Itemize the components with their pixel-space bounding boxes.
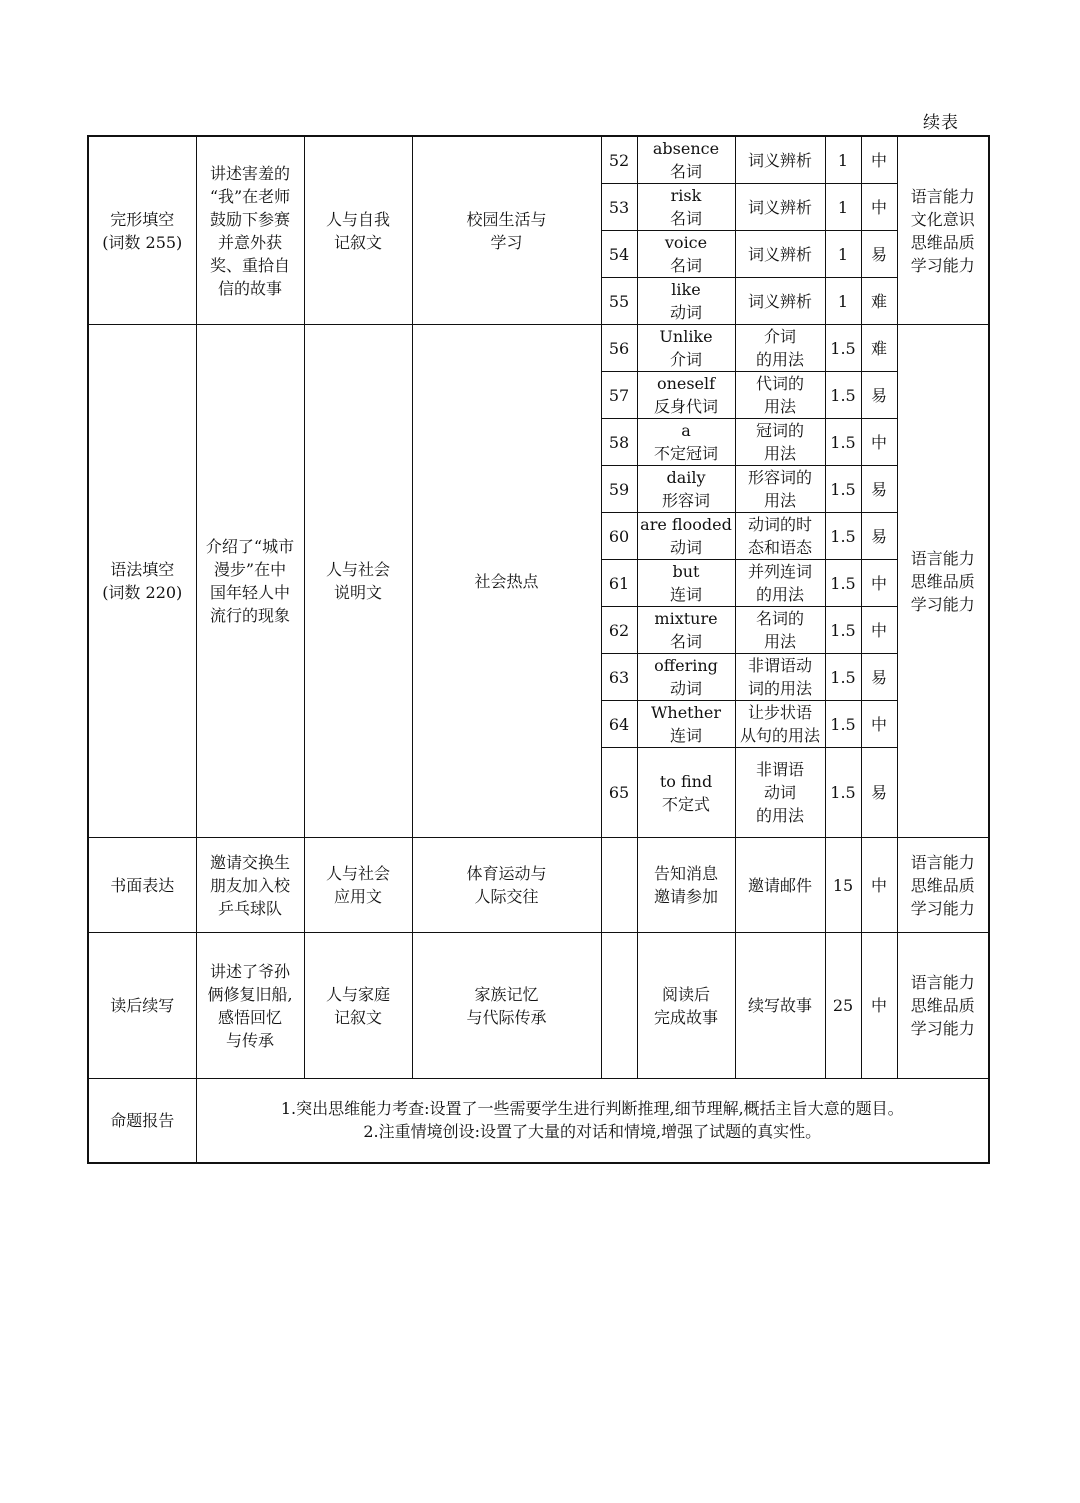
knowledge-point-line: 动词 (763, 783, 796, 802)
ability-line: 思维品质 (910, 996, 975, 1015)
answer-cell (637, 607, 735, 654)
answer-line: daily (666, 468, 706, 487)
score-cell: 1 (825, 278, 861, 325)
answer-line: absence (652, 139, 720, 158)
question-number: 63 (601, 654, 637, 701)
content-summary-line: 感悟回忆 (217, 1007, 282, 1027)
knowledge-point-cell (735, 231, 825, 278)
question-number: 57 (601, 372, 637, 419)
difficulty-cell: 易 (861, 748, 897, 838)
knowledge-point-line: 的用法 (755, 585, 804, 604)
topic-line: 家族记忆 (474, 984, 539, 1004)
content-summary-line: 乒乓球队 (217, 898, 282, 918)
topic-line: 学习 (490, 232, 523, 252)
ability-line: 学习能力 (910, 255, 975, 275)
score-cell: 1.5 (825, 372, 861, 419)
question-number: 65 (601, 748, 637, 838)
knowledge-point-line: 词的用法 (747, 679, 812, 698)
question-number: 53 (601, 184, 637, 231)
knowledge-point-line: 续写故事 (747, 996, 812, 1015)
answer-line: mixture (654, 609, 718, 628)
knowledge-point-cell (735, 654, 825, 701)
score-cell: 1 (825, 136, 861, 184)
topic-cell (412, 933, 601, 1079)
theme-genre-line: 记叙文 (333, 1007, 382, 1027)
difficulty-cell: 易 (861, 372, 897, 419)
answer-cell (637, 513, 735, 560)
answer-line: risk (670, 186, 702, 205)
difficulty-cell: 易 (861, 513, 897, 560)
answer-cell (637, 231, 735, 278)
answer-line: 不定式 (661, 794, 710, 814)
task-cell (637, 838, 735, 933)
ability-line: 学习能力 (910, 594, 975, 614)
score-cell: 15 (825, 838, 861, 933)
score-cell: 1 (825, 184, 861, 231)
answer-line: 连词 (669, 585, 702, 604)
answer-line: 名词 (669, 256, 702, 275)
knowledge-point-cell (735, 419, 825, 466)
ability-cell (897, 933, 989, 1079)
theme-genre-cell (304, 933, 412, 1079)
knowledge-point-line: 从句的用法 (739, 726, 820, 745)
theme-genre-line: 人与社会 (325, 864, 390, 883)
answer-cell (637, 701, 735, 748)
question-type-cell (88, 325, 196, 838)
knowledge-point-line: 词义辨析 (747, 150, 812, 170)
difficulty-cell: 易 (861, 654, 897, 701)
answer-line: but (672, 562, 700, 581)
task-line: 邀请参加 (653, 887, 718, 906)
difficulty-cell: 中 (861, 419, 897, 466)
knowledge-point-line: 词义辨析 (747, 244, 812, 264)
table-row (88, 838, 989, 933)
ability-line: 学习能力 (910, 898, 975, 918)
report-row (88, 1079, 989, 1163)
knowledge-point-line: 用法 (763, 491, 796, 510)
content-summary-line: 鼓励下参赛 (209, 209, 290, 229)
answer-line: like (671, 280, 701, 299)
theme-genre-cell (304, 136, 412, 325)
answer-line: 动词 (669, 679, 702, 698)
knowledge-point-line: 词义辨析 (747, 291, 812, 311)
knowledge-point-line: 的用法 (755, 350, 804, 369)
ability-line: 语言能力 (910, 973, 975, 992)
difficulty-cell: 易 (861, 466, 897, 513)
difficulty-cell: 中 (861, 838, 897, 933)
theme-genre-line: 记叙文 (333, 232, 382, 252)
score-cell: 1 (825, 231, 861, 278)
content-summary-line: 讲述了爷孙 (209, 961, 290, 981)
question-type-line: 读后续写 (110, 996, 175, 1015)
ability-cell (897, 325, 989, 838)
question-number: 55 (601, 278, 637, 325)
knowledge-point-line: 非谓语动 (747, 656, 812, 675)
answer-cell (637, 419, 735, 466)
content-summary-line: 讲述害羞的 (209, 163, 290, 183)
question-number: 59 (601, 466, 637, 513)
score-cell: 25 (825, 933, 861, 1079)
theme-genre-line: 人与社会 (325, 560, 390, 579)
theme-genre-line: 人与自我 (325, 209, 390, 229)
question-type-cell (88, 136, 196, 325)
theme-genre-line: 人与家庭 (325, 984, 390, 1004)
knowledge-point-cell (735, 701, 825, 748)
ability-line: 文化意识 (910, 209, 975, 229)
answer-line: oneself (656, 374, 716, 393)
question-type-cell (88, 933, 196, 1079)
answer-cell (637, 325, 735, 372)
answer-line: 连词 (669, 726, 702, 745)
content-summary-line: 流行的现象 (209, 606, 290, 625)
topic-line: 社会热点 (474, 571, 539, 591)
exam-analysis-table (87, 135, 990, 1164)
knowledge-point-cell (735, 560, 825, 607)
question-number (601, 838, 637, 933)
question-number: 58 (601, 419, 637, 466)
difficulty-cell: 难 (861, 325, 897, 372)
knowledge-point-line: 用法 (763, 444, 796, 463)
knowledge-point-cell (735, 372, 825, 419)
answer-cell (637, 560, 735, 607)
score-cell: 1.5 (825, 419, 861, 466)
answer-line: Whether (650, 703, 722, 722)
score-cell: 1.5 (825, 466, 861, 513)
ability-line: 语言能力 (910, 852, 975, 872)
theme-genre-line: 说明文 (333, 583, 382, 602)
theme-genre-line: 应用文 (333, 887, 382, 906)
question-number: 54 (601, 231, 637, 278)
knowledge-point-line: 动词的时 (747, 515, 812, 534)
knowledge-point-line: 让步状语 (747, 703, 812, 722)
question-number: 60 (601, 513, 637, 560)
answer-cell (637, 372, 735, 419)
knowledge-point-line: 用法 (763, 397, 796, 416)
question-type-line: (词数 220) (102, 583, 183, 602)
difficulty-cell: 中 (861, 701, 897, 748)
question-number: 61 (601, 560, 637, 607)
answer-cell (637, 748, 735, 838)
content-summary-cell (196, 933, 304, 1079)
topic-line: 体育运动与 (466, 864, 547, 883)
ability-line: 语言能力 (910, 548, 975, 568)
knowledge-point-cell (735, 466, 825, 513)
knowledge-point-cell (735, 325, 825, 372)
theme-genre-cell (304, 325, 412, 838)
knowledge-point-cell (735, 278, 825, 325)
answer-cell (637, 278, 735, 325)
content-summary-line: 俩修复旧船, (207, 984, 293, 1004)
knowledge-point-line: 介词 (763, 327, 796, 346)
answer-cell (637, 136, 735, 184)
topic-cell (412, 838, 601, 933)
difficulty-cell: 中 (861, 184, 897, 231)
content-summary-line: 与传承 (225, 1030, 274, 1050)
question-number: 64 (601, 701, 637, 748)
topic-line: 校园生活与 (466, 209, 547, 229)
topic-cell (412, 136, 601, 325)
knowledge-point-cell (735, 136, 825, 184)
answer-line: 动词 (669, 538, 702, 557)
question-number (601, 933, 637, 1079)
knowledge-point-cell (735, 607, 825, 654)
topic-cell (412, 325, 601, 838)
answer-line: 不定冠词 (653, 444, 718, 463)
report-content (196, 1079, 989, 1163)
knowledge-point-cell (735, 184, 825, 231)
topic-line: 人际交往 (474, 887, 539, 906)
knowledge-point-line: 用法 (763, 632, 796, 651)
table-row (88, 325, 989, 372)
difficulty-cell: 易 (861, 231, 897, 278)
score-cell: 1.5 (825, 513, 861, 560)
answer-line: 反身代词 (653, 397, 718, 416)
score-cell: 1.5 (825, 325, 861, 372)
knowledge-point-line: 的用法 (755, 806, 804, 825)
score-cell: 1.5 (825, 607, 861, 654)
answer-cell (637, 184, 735, 231)
answer-cell (637, 466, 735, 513)
answer-line: voice (664, 233, 708, 252)
content-summary-line: “我”在老师 (209, 186, 291, 206)
difficulty-cell: 中 (861, 607, 897, 654)
continued-label: 续表 (923, 113, 959, 133)
report-text-line: 1.突出思维能力考查:设置了一些需要学生进行判断推理,细节理解,概括主旨大意的题目。 (280, 1099, 904, 1119)
question-type-line: (词数 255) (102, 232, 183, 252)
report-label: 命题报告 (88, 1079, 196, 1163)
topic-line: 与代际传承 (466, 1007, 547, 1027)
answer-line: offering (654, 656, 718, 675)
content-summary-line: 并意外获 (217, 232, 282, 252)
answer-line: 动词 (669, 303, 702, 322)
task-line: 告知消息 (653, 864, 718, 883)
knowledge-point-line: 词义辨析 (747, 197, 812, 217)
knowledge-point-line: 代词的 (755, 374, 804, 393)
knowledge-point-cell (735, 513, 825, 560)
knowledge-point-cell (735, 748, 825, 838)
content-summary-line: 漫步”在中 (213, 560, 287, 579)
score-cell: 1.5 (825, 560, 861, 607)
answer-line: are flooded (640, 515, 732, 534)
answer-line: 形容词 (661, 491, 710, 510)
question-number: 62 (601, 607, 637, 654)
ability-cell (897, 136, 989, 325)
question-number: 52 (601, 136, 637, 184)
answer-cell (637, 654, 735, 701)
content-summary-line: 奖、重拾自 (209, 255, 290, 275)
ability-line: 思维品质 (910, 571, 975, 591)
difficulty-cell: 中 (861, 136, 897, 184)
ability-line: 思维品质 (910, 875, 975, 895)
report-text-line: 2.注重情境创设:设置了大量的对话和情境,增强了试题的真实性。 (363, 1122, 822, 1142)
theme-genre-cell (304, 838, 412, 933)
ability-cell (897, 838, 989, 933)
table-row (88, 933, 989, 1079)
content-summary-cell (196, 136, 304, 325)
content-summary-line: 信的故事 (217, 278, 282, 298)
knowledge-point-cell (735, 933, 825, 1079)
knowledge-point-line: 形容词的 (747, 468, 812, 487)
task-cell (637, 933, 735, 1079)
knowledge-point-line: 非谓语 (755, 760, 804, 779)
answer-line: 名词 (669, 632, 702, 651)
knowledge-point-line: 冠词的 (755, 421, 804, 440)
score-cell: 1.5 (825, 748, 861, 838)
table-row (88, 136, 989, 184)
content-summary-line: 朋友加入校 (209, 875, 290, 895)
knowledge-point-cell (735, 838, 825, 933)
content-summary-cell (196, 838, 304, 933)
difficulty-cell: 难 (861, 278, 897, 325)
knowledge-point-line: 态和语态 (747, 538, 812, 557)
ability-line: 语言能力 (910, 186, 975, 206)
question-type-line: 完形填空 (110, 209, 175, 229)
task-line: 完成故事 (653, 1007, 718, 1027)
score-cell: 1.5 (825, 654, 861, 701)
question-type-cell (88, 838, 196, 933)
content-summary-line: 介绍了“城市 (205, 537, 295, 556)
answer-line: Unlike (659, 327, 713, 346)
answer-line: 名词 (669, 162, 702, 181)
task-line: 阅读后 (661, 984, 710, 1004)
difficulty-cell: 中 (861, 560, 897, 607)
ability-line: 思维品质 (910, 232, 975, 252)
content-summary-line: 邀请交换生 (209, 852, 290, 872)
answer-line: 名词 (669, 209, 702, 228)
score-cell: 1.5 (825, 701, 861, 748)
knowledge-point-line: 邀请邮件 (747, 875, 812, 895)
question-type-line: 书面表达 (110, 875, 175, 895)
knowledge-point-line: 名词的 (755, 609, 804, 628)
answer-line: to find (659, 771, 713, 791)
question-type-line: 语法填空 (110, 560, 175, 579)
content-summary-cell (196, 325, 304, 838)
answer-line: a (681, 421, 691, 440)
knowledge-point-line: 并列连词 (747, 562, 812, 581)
content-summary-line: 国年轻人中 (209, 583, 290, 602)
difficulty-cell: 中 (861, 933, 897, 1079)
answer-line: 介词 (669, 350, 702, 369)
question-number: 56 (601, 325, 637, 372)
ability-line: 学习能力 (910, 1019, 975, 1038)
